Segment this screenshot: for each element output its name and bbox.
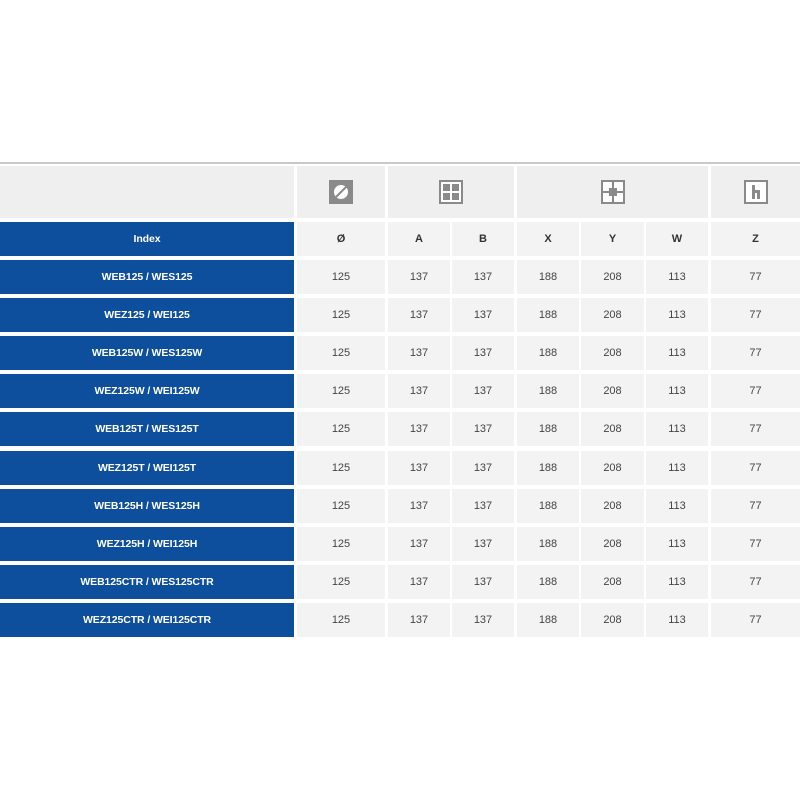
table-cell: 188 [517, 565, 579, 599]
table-cell: 188 [517, 260, 579, 294]
table-cell: 188 [517, 451, 579, 485]
table-cell: 77 [711, 527, 800, 561]
table-row [0, 489, 800, 523]
table-cell: 125 [297, 412, 385, 446]
table-cell: 188 [517, 298, 579, 332]
table-cell: 125 [297, 603, 385, 637]
table-cell: 125 [297, 451, 385, 485]
table-cell: 125 [297, 374, 385, 408]
table-cell: 77 [711, 374, 800, 408]
table-cell: 113 [646, 298, 708, 332]
table-cell: 125 [297, 489, 385, 523]
table-cell: 208 [581, 603, 644, 637]
table-cell: 137 [452, 451, 514, 485]
table-cell: 125 [297, 298, 385, 332]
column-label-row [0, 222, 800, 256]
ab-header [388, 166, 514, 218]
table-cell: 137 [452, 298, 514, 332]
table-cell: 77 [711, 336, 800, 370]
diameter-icon [329, 180, 353, 204]
table-row [0, 336, 800, 370]
table-cell: 208 [581, 527, 644, 561]
table-row [0, 260, 800, 294]
table-cell: 188 [517, 412, 579, 446]
row-index-cell: WEB125W / WES125W [0, 336, 294, 370]
table-cell: 208 [581, 565, 644, 599]
table-cell: 137 [452, 603, 514, 637]
table-cell: 113 [646, 260, 708, 294]
table-cell: 137 [452, 527, 514, 561]
table-cell: 77 [711, 603, 800, 637]
row-index-cell: WEZ125 / WEI125 [0, 298, 294, 332]
table-cell: 113 [646, 451, 708, 485]
table-cell: 77 [711, 298, 800, 332]
column-header-a: A [388, 222, 450, 256]
row-index-cell: WEB125T / WES125T [0, 412, 294, 446]
table-cell: 188 [517, 527, 579, 561]
table-cell: 77 [711, 565, 800, 599]
column-header-diameter: Ø [297, 222, 385, 256]
table-cell: 208 [581, 489, 644, 523]
table-cell: 77 [711, 451, 800, 485]
cross-grid-icon [601, 180, 625, 204]
table-row [0, 451, 800, 485]
table-cell: 113 [646, 565, 708, 599]
table-cell: 137 [388, 565, 450, 599]
table-cell: 208 [581, 412, 644, 446]
column-header-y: Y [581, 222, 644, 256]
table-cell: 137 [388, 451, 450, 485]
table-row [0, 565, 800, 599]
row-index-cell: WEZ125W / WEI125W [0, 374, 294, 408]
table-cell: 137 [452, 260, 514, 294]
column-header-x: X [517, 222, 579, 256]
row-index-cell: WEB125H / WES125H [0, 489, 294, 523]
grid-icon [439, 180, 463, 204]
icon-header-row [0, 166, 800, 218]
table-cell: 208 [581, 451, 644, 485]
table-cell: 188 [517, 489, 579, 523]
row-index-cell: WEZ125CTR / WEI125CTR [0, 603, 294, 637]
row-index-cell: WEB125 / WES125 [0, 260, 294, 294]
table-cell: 137 [452, 489, 514, 523]
table-cell: 188 [517, 603, 579, 637]
table-cell: 208 [581, 374, 644, 408]
table-cell: 208 [581, 298, 644, 332]
column-header-b: B [452, 222, 514, 256]
table-cell: 137 [388, 260, 450, 294]
z-header [711, 166, 800, 218]
table-cell: 137 [388, 374, 450, 408]
table-cell: 113 [646, 412, 708, 446]
table-cell: 137 [452, 336, 514, 370]
table-cell: 125 [297, 336, 385, 370]
table-cell: 77 [711, 489, 800, 523]
table-cell: 208 [581, 260, 644, 294]
table-cell: 137 [388, 489, 450, 523]
depth-icon [744, 180, 768, 204]
column-header-w: W [646, 222, 708, 256]
table-row [0, 412, 800, 446]
table-cell: 188 [517, 336, 579, 370]
row-index-cell: WEZ125T / WEI125T [0, 451, 294, 485]
table-cell: 125 [297, 260, 385, 294]
table-cell: 188 [517, 374, 579, 408]
table-cell: 208 [581, 336, 644, 370]
row-index-cell: WEB125CTR / WES125CTR [0, 565, 294, 599]
table-row [0, 374, 800, 408]
table-cell: 137 [388, 336, 450, 370]
table-cell: 137 [452, 374, 514, 408]
diameter-header [297, 166, 385, 218]
table-cell: 113 [646, 527, 708, 561]
table-cell: 125 [297, 527, 385, 561]
table-cell: 113 [646, 336, 708, 370]
index-header: Index [0, 222, 294, 256]
table-cell: 113 [646, 374, 708, 408]
table-cell: 137 [388, 527, 450, 561]
xyw-header [517, 166, 708, 218]
table-cell: 77 [711, 412, 800, 446]
table-cell: 125 [297, 565, 385, 599]
column-header-z: Z [711, 222, 800, 256]
table-cell: 137 [388, 603, 450, 637]
table-cell: 137 [452, 565, 514, 599]
table-cell: 137 [452, 412, 514, 446]
table-row [0, 603, 800, 637]
blank-header-cell [0, 166, 294, 218]
table-row [0, 298, 800, 332]
table-cell: 137 [388, 412, 450, 446]
row-index-cell: WEZ125H / WEI125H [0, 527, 294, 561]
table-cell: 137 [388, 298, 450, 332]
table-cell: 113 [646, 603, 708, 637]
top-divider [0, 162, 800, 164]
table-cell: 113 [646, 489, 708, 523]
table-cell: 77 [711, 260, 800, 294]
table-row [0, 527, 800, 561]
